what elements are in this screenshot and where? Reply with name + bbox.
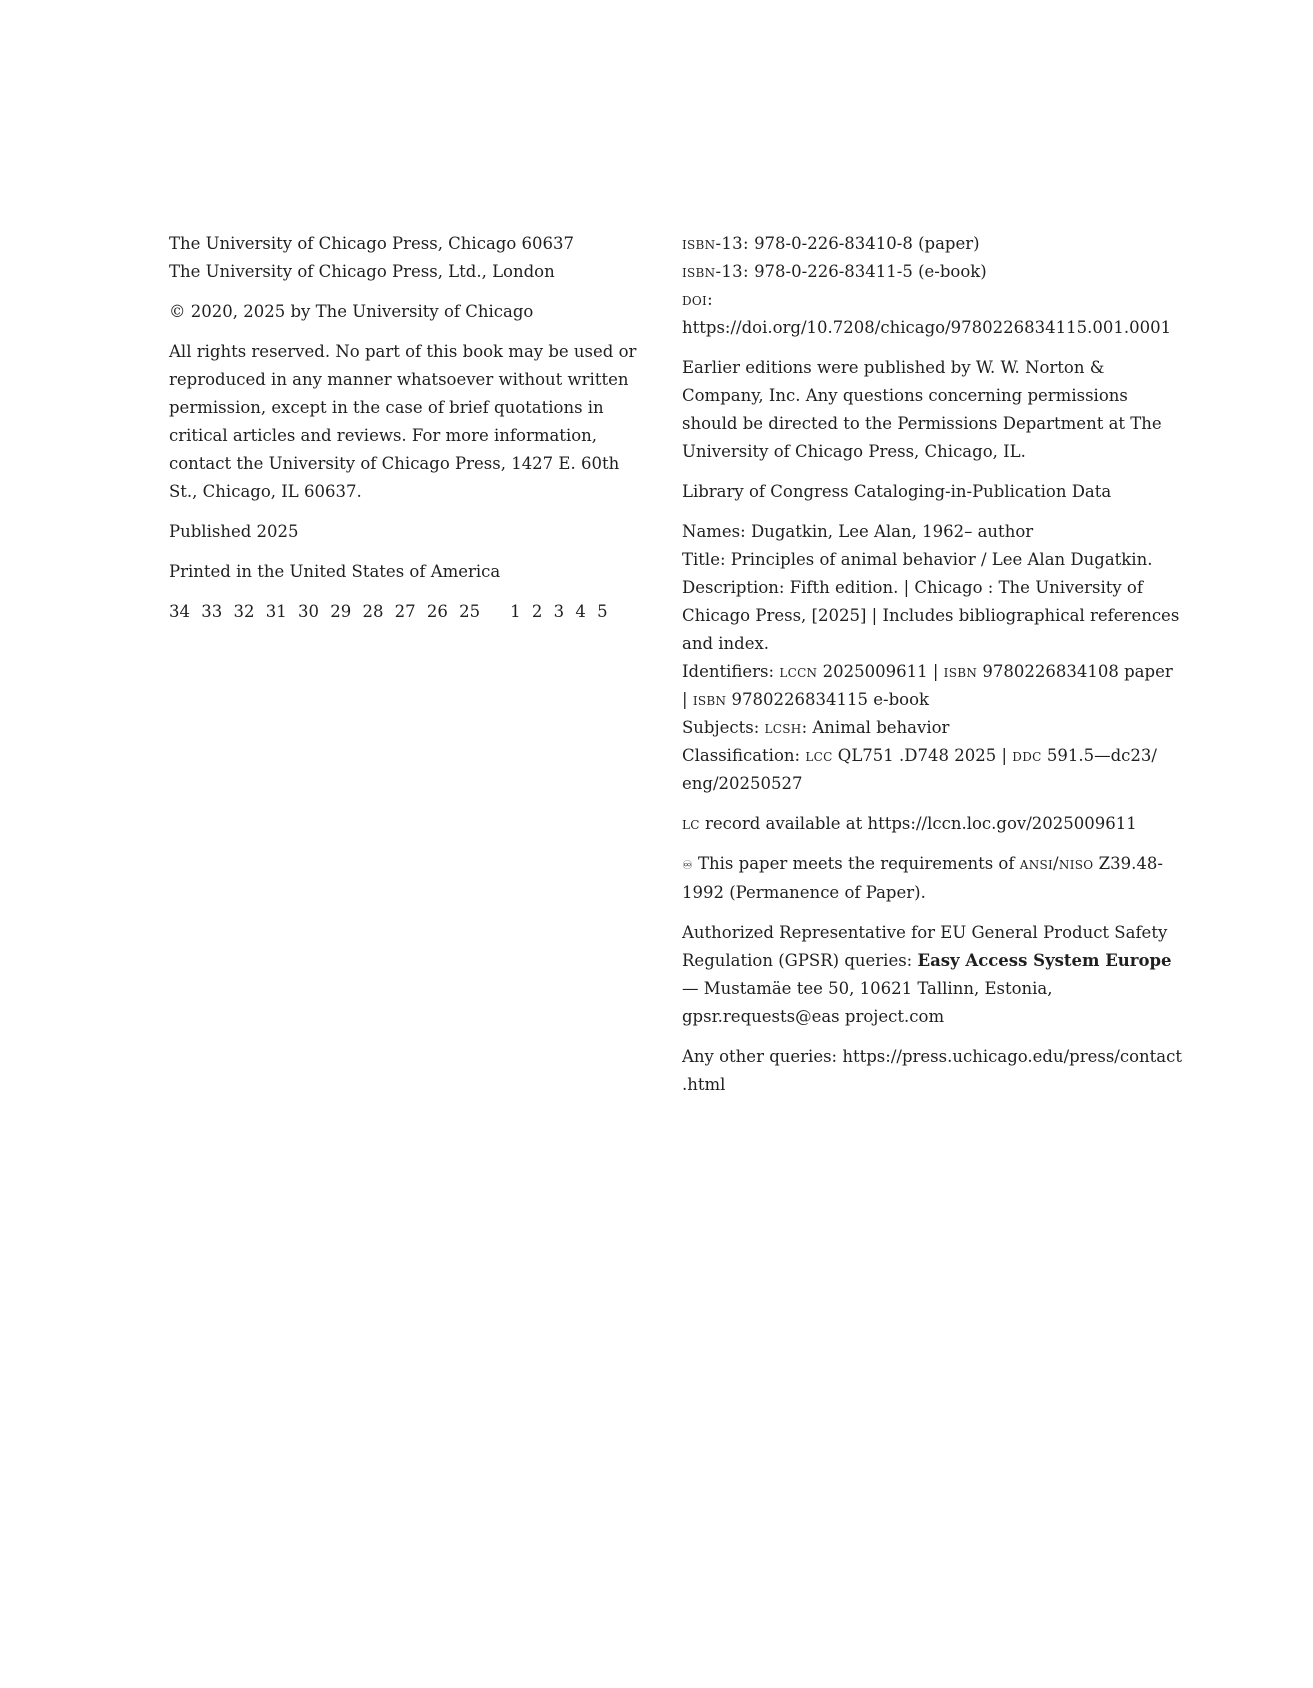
isbn2-label: isbn: [692, 690, 727, 709]
lc-record-text: record available at https://lccn.loc.gov/2025009611: [705, 814, 1137, 833]
cip-identifiers: [682, 662, 1173, 709]
identifiers-prefix: Identifiers:: [682, 662, 775, 681]
cip-classification: [682, 746, 1157, 793]
cip-record: [682, 518, 1182, 798]
isbn-paper-label: isbn-13:: [682, 234, 749, 253]
subjects-prefix: Subjects:: [682, 718, 760, 737]
paper-text: This paper meets the requirements of: [698, 854, 1015, 873]
other-queries: Any other queries: https://press.uchicago.edu/press/contact .html: [682, 1047, 1183, 1094]
paper-permanence: [682, 850, 1182, 907]
infinity-icon: ♾: [682, 858, 693, 872]
lcsh-label: lcsh: [764, 718, 802, 737]
ddc-label: ddc: [1012, 746, 1042, 765]
earlier-editions: Earlier editions were published by W. W. Norton & Company, Inc. Any questions concerning permissions should be directed to the Permissions Department at The University of Chicago Press, Chicago, IL.: [682, 358, 1162, 461]
print-numbers: 1 2 3 4 5: [510, 602, 608, 621]
cip-names: Names: Dugatkin, Lee Alan, 1962– author: [682, 522, 1034, 541]
published-line: Published 2025: [169, 522, 299, 541]
cip-title: Title: Principles of animal behavior / Lee Alan Dugatkin.: [682, 550, 1153, 569]
copyright-line: © 2020, 2025 by The University of Chicago: [169, 302, 534, 321]
press-imprint: [169, 230, 649, 286]
isbn2-value: 9780226834115 e-book: [731, 690, 930, 709]
right-column: [682, 230, 1182, 1111]
lcc-label: lcc: [805, 746, 833, 765]
gpsr-address: — Mustamäe tee 50, 10621 Tallinn, Estonia, gpsr.requests@eas project.com: [682, 979, 1053, 1026]
lc-label: lc: [682, 814, 700, 833]
doi-label: doi:: [682, 290, 713, 309]
lccn-value: 2025009611 |: [822, 662, 939, 681]
gpsr-name: Easy Access System Europe: [917, 951, 1172, 970]
gpsr-statement: [682, 919, 1182, 1031]
gpsr-text: Authorized Representative for EU General Product Safety Regulation (GPSR) queries:: [682, 923, 1168, 970]
classification-prefix: Classification:: [682, 746, 801, 765]
press-london: The University of Chicago Press, Ltd., London: [169, 262, 555, 281]
lc-record: [682, 810, 1182, 838]
cip-description: Description: Fifth edition. | Chicago : The University of Chicago Press, [2025] | Includes bibliographical references and index.: [682, 578, 1180, 653]
ddc-separator: |: [1001, 746, 1008, 765]
lcc-value: QL751 .D748 2025: [837, 746, 997, 765]
printing-numbers: [169, 598, 649, 626]
cip-heading: Library of Congress Cataloging-in-Publication Data: [682, 482, 1112, 501]
isbn1-label: isbn: [943, 662, 978, 681]
ddc-value: 591.5—dc23/ eng/20250527: [682, 746, 1157, 793]
ansi-rest: Z39.48-1992 (Permanence of Paper).: [682, 854, 1163, 902]
identifiers-block: [682, 230, 1182, 342]
isbn-ebook: 978-0-226-83411-5 (e-book): [754, 262, 987, 281]
print-years: 34 33 32 31 30 29 28 27 26 25: [169, 602, 481, 621]
press-chicago: The University of Chicago Press, Chicago 60637: [169, 234, 575, 253]
isbn-ebook-label: isbn-13:: [682, 262, 749, 281]
doi-value: https://doi.org/10.7208/chicago/9780226834115.001.0001: [682, 318, 1172, 337]
printed-line: Printed in the United States of America: [169, 562, 501, 581]
subjects-value: : Animal behavior: [801, 718, 950, 737]
isbn1-value: 9780226834108 paper |: [682, 662, 1173, 709]
left-column: [169, 230, 649, 638]
lccn-label: lccn: [779, 662, 818, 681]
ansi-label: ansi/niso: [1019, 854, 1094, 873]
cip-subjects: [682, 718, 949, 737]
rights-statement: All rights reserved. No part of this book may be used or reproduced in any manner whatsoever without written permission, except in the case of brief quotations in critical articles and reviews. For more information, contact the University of Chicago Press, 1427 E. 60th St., Chicago, IL 60637.: [169, 342, 637, 501]
isbn-paper: 978-0-226-83410-8 (paper): [754, 234, 980, 253]
